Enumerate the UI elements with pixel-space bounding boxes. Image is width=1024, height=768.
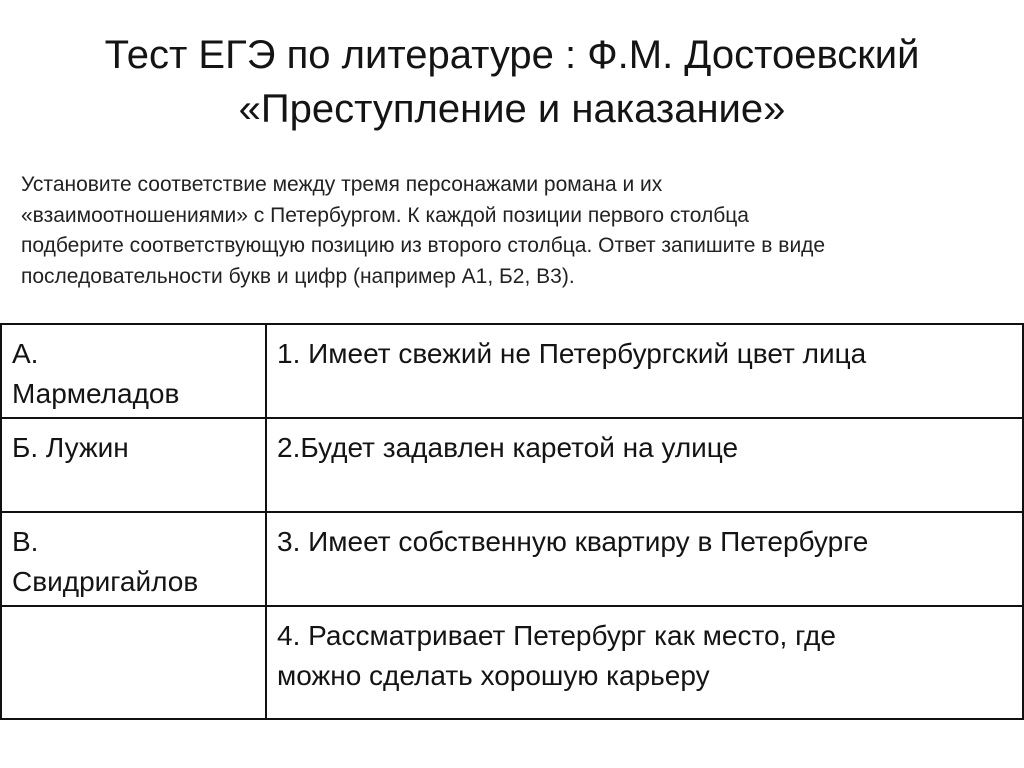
table-row [1,606,1023,719]
cell-line: Свидригайлов [12,566,199,597]
relation-cell [266,324,1023,418]
character-cell [1,418,266,512]
title-line: «Преступление и наказание» [238,87,786,131]
cell-line: 4. Рассматривает Петербург как место, где [277,620,836,651]
relation-cell [266,418,1023,512]
cell-line: 3. Имеет собственную квартиру в Петербурге [277,526,869,557]
cell-line: Мармеладов [12,378,180,409]
table-row [1,418,1023,512]
cell-line: можно сделать хорошую карьеру [277,660,710,691]
instruction-line: Установите соответствие между тремя персонажами романа и их [21,173,663,196]
character-cell-empty [1,606,266,719]
cell-line: 1. Имеет свежий не Петербургский цвет лица [277,338,867,369]
slide-title [0,28,1024,136]
cell-line: 2.Будет задавлен каретой на улице [277,432,739,463]
matching-table [0,323,1024,720]
instruction-line: подберите соответствующую позицию из второго столбца. Ответ запишите в виде [21,234,826,257]
character-cell [1,324,266,418]
task-instruction [21,170,1011,292]
cell-line: А. [12,338,39,369]
instruction-line: «взаимоотношениями» с Петербургом. К каждой позиции первого столбца [21,203,749,227]
title-line: Тест ЕГЭ по литературе : Ф.М. Достоевский [104,33,920,77]
cell-line: Б. Лужин [12,432,129,463]
character-cell [1,512,266,606]
instruction-line: последовательности букв и цифр (например А1, Б2, В3). [21,264,575,288]
table-row [1,324,1023,418]
relation-cell [266,606,1023,719]
relation-cell [266,512,1023,606]
cell-line: В. [12,526,39,557]
table-row [1,512,1023,606]
